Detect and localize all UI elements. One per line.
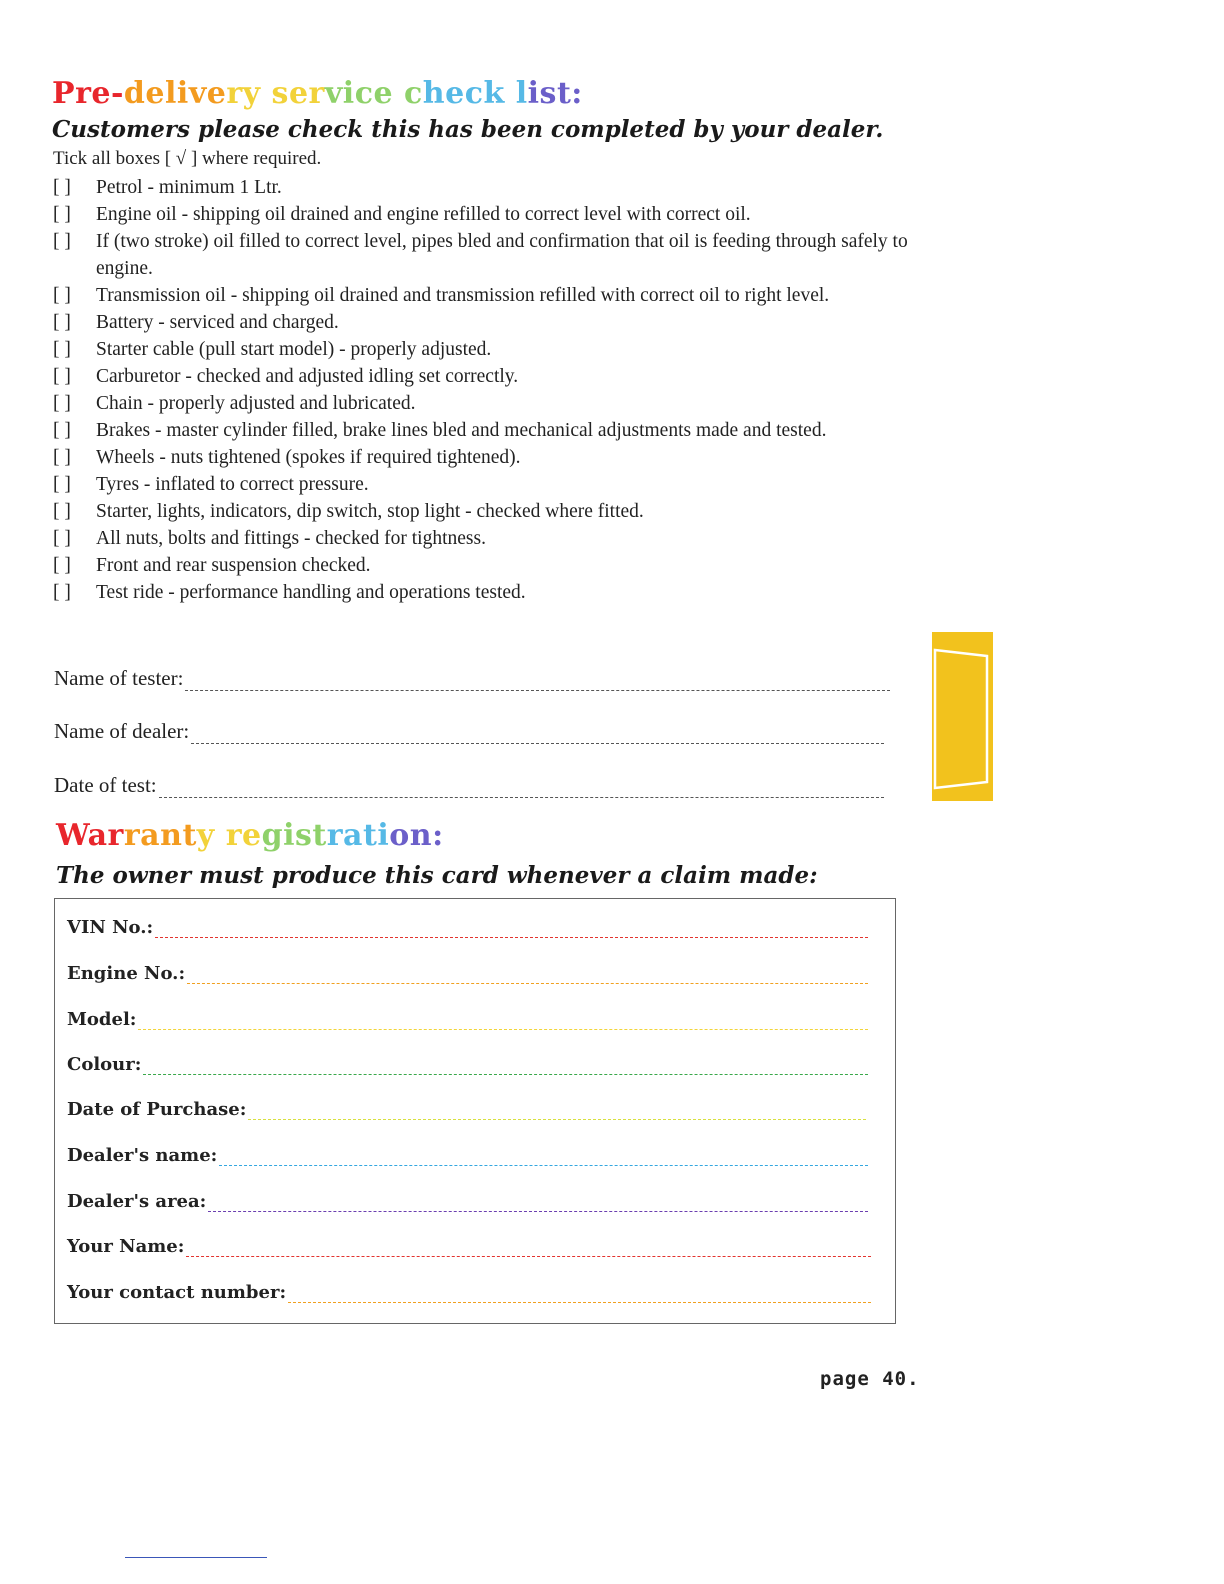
warranty-field[interactable] (67, 1191, 868, 1212)
checklist-item[interactable] (53, 390, 913, 417)
tester-name-field[interactable] (54, 666, 890, 691)
checkbox[interactable]: [ ] (53, 177, 71, 198)
page-number: page 40. (820, 1368, 920, 1390)
warranty-field-line (138, 1015, 868, 1030)
checklist-subtitle: Customers please check this has been completed by your dealer. (52, 116, 884, 143)
warranty-field[interactable] (67, 1009, 868, 1030)
checkbox[interactable]: [ ] (53, 366, 71, 387)
warranty-field-label: VIN No.: (67, 917, 154, 938)
dealer-name-field[interactable] (54, 719, 884, 744)
checklist-item[interactable] (53, 579, 913, 606)
warranty-field[interactable] (67, 1236, 871, 1257)
warranty-field-line (248, 1105, 866, 1120)
checklist-item[interactable] (53, 417, 913, 444)
checklist-item[interactable] (53, 444, 913, 471)
warranty-field-label: Date of Purchase: (67, 1099, 247, 1120)
checklist-item-label: Battery - serviced and charged. (96, 312, 339, 333)
warranty-field-label: Your Name: (67, 1236, 185, 1257)
checklist-title (52, 76, 583, 111)
dealer-name-label: Name of dealer: (54, 719, 190, 743)
checkbox[interactable]: [ ] (53, 420, 71, 441)
tester-name-line (185, 674, 890, 691)
warranty-field-label: Colour: (67, 1054, 142, 1075)
dealer-name-line (191, 727, 884, 744)
checkbox[interactable]: [ ] (53, 474, 71, 495)
warranty-field-label: Engine No.: (67, 963, 186, 984)
checkbox[interactable]: [ ] (53, 285, 71, 306)
warranty-title-text: Warranty registration: (56, 818, 444, 853)
test-date-label: Date of test: (54, 773, 157, 797)
checklist-item-label: Petrol - minimum 1 Ltr. (96, 177, 282, 198)
checkbox[interactable]: [ ] (53, 231, 71, 252)
warranty-field[interactable] (67, 1282, 871, 1303)
checklist-item[interactable] (53, 552, 913, 579)
checkbox[interactable]: [ ] (53, 447, 71, 468)
warranty-field-label: Model: (67, 1009, 137, 1030)
brand-tab (905, 581, 993, 801)
checkbox[interactable]: [ ] (53, 582, 71, 603)
warranty-field[interactable] (67, 1099, 866, 1120)
warranty-field[interactable] (67, 1145, 868, 1166)
checklist-item-label: Tyres - inflated to correct pressure. (96, 474, 369, 495)
test-date-field[interactable] (54, 773, 884, 798)
warranty-field[interactable] (67, 963, 868, 984)
checkbox[interactable]: [ ] (53, 204, 71, 225)
checklist-item-label: Engine oil - shipping oil drained and engine refilled to correct level with correct oil. (96, 204, 751, 225)
checklist-item-label: Carburetor - checked and adjusted idling set correctly. (96, 366, 519, 387)
checklist-item-label: Front and rear suspension checked. (96, 555, 371, 576)
checklist-title-text: Pre-delivery service check list: (52, 76, 583, 111)
checklist-item-label: Wheels - nuts tightened (spokes if required tightened). (96, 447, 521, 468)
checklist-item-label: Brakes - master cylinder filled, brake lines bled and mechanical adjustments made and tested. (96, 420, 827, 441)
checklist-item[interactable] (53, 471, 913, 498)
checklist-item[interactable] (53, 282, 913, 309)
checklist-item-label: Transmission oil - shipping oil drained and transmission refilled with correct oil to right level. (96, 285, 830, 306)
warranty-title (56, 818, 444, 853)
checklist-item-label: If (two stroke) oil filled to correct level, pipes bled and confirmation that oil is feeding through safely to engine. (96, 231, 908, 279)
checklist-item-label: Chain - properly adjusted and lubricated. (96, 393, 416, 414)
warranty-field-line (208, 1197, 868, 1212)
checkbox[interactable]: [ ] (53, 339, 71, 360)
checkbox[interactable]: [ ] (53, 312, 71, 333)
checklist-item[interactable] (53, 498, 913, 525)
test-date-line (159, 781, 884, 798)
kazuma-logo (905, 581, 993, 801)
checkbox[interactable]: [ ] (53, 555, 71, 576)
checklist-item-label: Test ride - performance handling and operations tested. (96, 582, 526, 603)
warranty-field-line (143, 1060, 868, 1075)
checklist-item[interactable] (53, 228, 913, 282)
tick-instruction: Tick all boxes [ √ ] where required. (53, 148, 322, 169)
warranty-field-line (219, 1151, 868, 1166)
bottom-rule (125, 1557, 267, 1558)
checklist-item-label: Starter, lights, indicators, dip switch, stop light - checked where fitted. (96, 501, 644, 522)
warranty-field-label: Your contact number: (67, 1282, 287, 1303)
checklist-item-label: Starter cable (pull start model) - properly adjusted. (96, 339, 492, 360)
checkbox[interactable]: [ ] (53, 528, 71, 549)
checklist-item[interactable] (53, 363, 913, 390)
checklist-item[interactable] (53, 201, 913, 228)
checklist (53, 174, 913, 606)
warranty-subtitle: The owner must produce this card whenever a claim made: (56, 862, 818, 889)
checklist-item[interactable] (53, 336, 913, 363)
warranty-field-line (155, 923, 868, 938)
warranty-field-line (186, 1242, 871, 1257)
warranty-field-label: Dealer's area: (67, 1191, 207, 1212)
checklist-item-label: All nuts, bolts and fittings - checked for tightness. (96, 528, 486, 549)
checkbox[interactable]: [ ] (53, 393, 71, 414)
brand-tab-text: kazuma (905, 581, 940, 712)
tester-name-label: Name of tester: (54, 666, 184, 690)
warranty-field-line (288, 1288, 871, 1303)
warranty-card (54, 898, 896, 1324)
warranty-field[interactable] (67, 917, 868, 938)
checklist-item[interactable] (53, 174, 913, 201)
warranty-field-label: Dealer's name: (67, 1145, 218, 1166)
warranty-field[interactable] (67, 1054, 868, 1075)
checklist-item[interactable] (53, 525, 913, 552)
checklist-item[interactable] (53, 309, 913, 336)
warranty-field-line (187, 969, 868, 984)
checkbox[interactable]: [ ] (53, 501, 71, 522)
